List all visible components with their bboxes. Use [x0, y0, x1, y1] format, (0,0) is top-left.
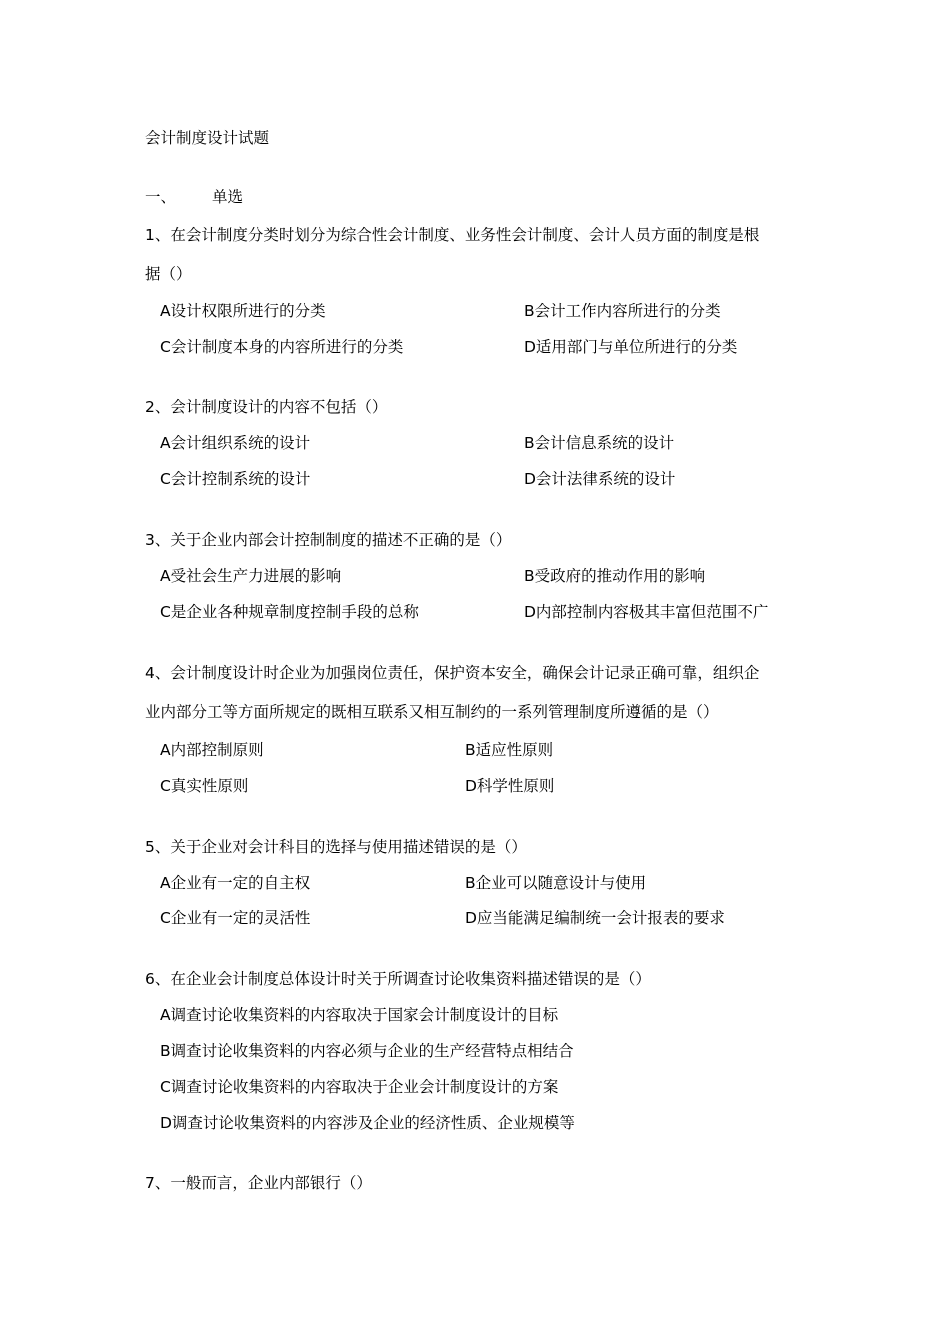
question-2-text: 2、会计制度设计的内容不包括（） [145, 398, 388, 416]
question-4-option-d: D科学性原则 [465, 777, 555, 795]
question-1-option-d: D适用部门与单位所进行的分类 [524, 338, 738, 356]
question-5-option-b: B企业可以随意设计与使用 [465, 874, 647, 892]
question-2-option-d: D会计法律系统的设计 [524, 470, 676, 488]
question-3-option-c: C是企业各种规章制度控制手段的总称 [160, 603, 419, 621]
section-label: 单选 [212, 188, 244, 206]
page-title: 会计制度设计试题 [145, 129, 270, 147]
question-2-option-c: C会计控制系统的设计 [160, 470, 311, 488]
section-number: 一、 [145, 188, 177, 206]
question-4-option-b: B适应性原则 [465, 741, 554, 759]
question-1-option-c: C会计制度本身的内容所进行的分类 [160, 338, 404, 356]
question-6-text: 6、在企业会计制度总体设计时关于所调查讨论收集资料描述错误的是（） [145, 970, 651, 988]
question-3-option-d: D内部控制内容极其丰富但范围不广 [524, 603, 769, 621]
question-3-option-a: A受社会生产力进展的影响 [160, 567, 342, 585]
question-3-option-b: B受政府的推动作用的影响 [524, 567, 706, 585]
question-1-text: 1、在会计制度分类时划分为综合性会计制度、业务性会计制度、会计人员方面的制度是根 [145, 226, 760, 244]
question-7-text: 7、一般而言，企业内部银行（） [145, 1174, 372, 1192]
question-5-option-c: C企业有一定的灵活性 [160, 909, 311, 927]
question-5-option-d: D应当能满足编制统一会计报表的要求 [465, 909, 725, 927]
question-4-option-a: A内部控制原则 [160, 741, 264, 759]
question-6-option-a: A调查讨论收集资料的内容取决于国家会计制度设计的目标 [160, 1006, 559, 1024]
question-1-option-b: B会计工作内容所进行的分类 [524, 302, 721, 320]
question-3-text: 3、关于企业内部会计控制制度的描述不正确的是（） [145, 531, 512, 549]
question-4-text: 4、会计制度设计时企业为加强岗位责任，保护资本安全，确保会计记录正确可靠，组织企 [145, 664, 760, 682]
section-heading [145, 187, 243, 207]
question-6-option-b: B调查讨论收集资料的内容必须与企业的生产经营特点相结合 [160, 1042, 574, 1060]
question-1-option-a: A设计权限所进行的分类 [160, 302, 326, 320]
question-2-option-b: B会计信息系统的设计 [524, 434, 675, 452]
question-5-text: 5、关于企业对会计科目的选择与使用描述错误的是（） [145, 838, 527, 856]
question-6-option-d: D调查讨论收集资料的内容涉及企业的经济性质、企业规模等 [160, 1114, 575, 1132]
question-5-option-a: A企业有一定的自主权 [160, 874, 311, 892]
question-4-option-c: C真实性原则 [160, 777, 249, 795]
question-1-text-cont: 据（） [145, 265, 192, 283]
question-4-text-cont: 业内部分工等方面所规定的既相互联系又相互制约的一系列管理制度所遵循的是（） [145, 703, 719, 721]
question-6-option-c: C调查讨论收集资料的内容取决于企业会计制度设计的方案 [160, 1078, 559, 1096]
question-2-option-a: A会计组织系统的设计 [160, 434, 311, 452]
